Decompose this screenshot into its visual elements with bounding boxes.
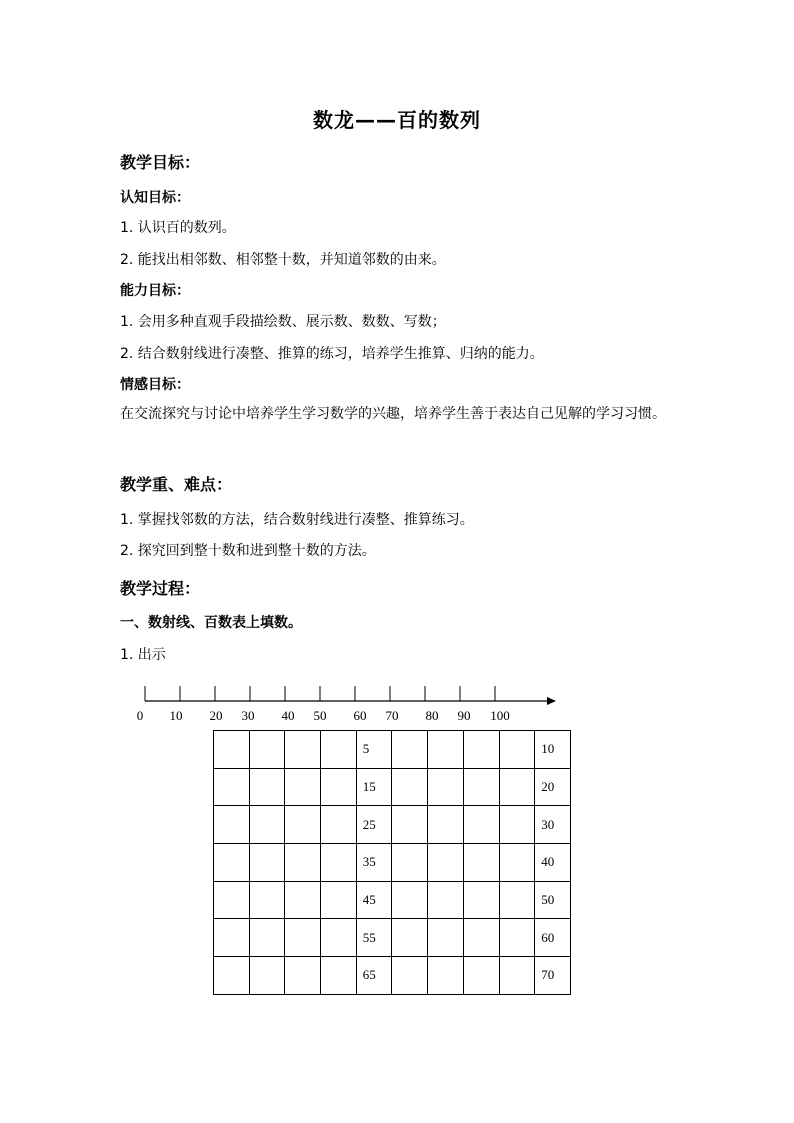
number-line-arrow-icon [547, 697, 556, 705]
number-line-tick-label: 60 [353, 708, 367, 723]
table-cell [214, 844, 250, 882]
table-cell [428, 957, 464, 995]
process-section-1: 一、数射线、百数表上填数。 [120, 615, 302, 631]
table-cell [214, 919, 250, 957]
table-cell [463, 881, 499, 919]
table-cell: 65 [356, 957, 392, 995]
number-line-tick-label: 90 [457, 708, 471, 723]
table-cell [285, 881, 321, 919]
key-points-heading: 教学重、难点： [120, 475, 233, 494]
table-cell [428, 881, 464, 919]
table-cell [285, 768, 321, 806]
table-cell [249, 731, 285, 769]
table-cell: 35 [356, 844, 392, 882]
table-cell [428, 806, 464, 844]
key-point-item-2: 2. 探究回到整十数和进到整十数的方法。 [120, 543, 376, 559]
ability-item-2: 2. 结合数射线进行凑整、推算的练习，培养学生推算、归纳的能力。 [120, 346, 544, 362]
table-cell [285, 919, 321, 957]
table-cell [463, 844, 499, 882]
number-line-tick-label: 40 [281, 708, 295, 723]
table-cell [463, 768, 499, 806]
table-cell [463, 919, 499, 957]
hundred-table [213, 730, 571, 995]
number-line-tick-label: 20 [209, 708, 223, 723]
table-cell [392, 919, 428, 957]
table-cell [392, 731, 428, 769]
number-line-tick-label: 30 [241, 708, 255, 723]
table-cell [499, 768, 535, 806]
table-cell [214, 731, 250, 769]
page-title: 数龙——百的数列 [313, 108, 481, 132]
table-cell [392, 957, 428, 995]
objectives-heading: 教学目标： [120, 153, 201, 172]
process-step-1: 1. 出示 [120, 647, 166, 663]
table-cell [499, 957, 535, 995]
table-cell [321, 957, 357, 995]
table-cell [321, 919, 357, 957]
cognitive-item-1: 1. 认识百的数列。 [120, 220, 236, 236]
table-cell [285, 844, 321, 882]
table-cell: 50 [535, 881, 571, 919]
emotion-heading: 情感目标： [120, 377, 190, 393]
table-cell: 15 [356, 768, 392, 806]
table-cell [249, 768, 285, 806]
table-cell [463, 731, 499, 769]
table-cell: 5 [356, 731, 392, 769]
table-cell [463, 957, 499, 995]
table-cell [499, 919, 535, 957]
table-cell: 40 [535, 844, 571, 882]
table-cell [392, 768, 428, 806]
table-cell [285, 731, 321, 769]
table-cell: 10 [535, 731, 571, 769]
table-cell: 70 [535, 957, 571, 995]
table-cell [249, 919, 285, 957]
number-line-tick-label: 70 [385, 708, 399, 723]
table-cell: 45 [356, 881, 392, 919]
table-cell [428, 919, 464, 957]
table-cell [321, 881, 357, 919]
table-row [214, 881, 571, 919]
key-point-item-1: 1. 掌握找邻数的方法，结合数射线进行凑整、推算练习。 [120, 512, 474, 528]
table-cell [499, 844, 535, 882]
emotion-text: 在交流探究与讨论中培养学生学习数学的兴趣，培养学生善于表达自己见解的学习习惯。 [120, 406, 666, 422]
table-cell [249, 881, 285, 919]
table-cell [428, 844, 464, 882]
process-heading: 教学过程： [120, 579, 201, 598]
table-row [214, 806, 571, 844]
table-cell: 30 [535, 806, 571, 844]
ability-heading: 能力目标： [120, 283, 190, 299]
table-cell: 25 [356, 806, 392, 844]
table-cell: 60 [535, 919, 571, 957]
table-cell [285, 806, 321, 844]
number-line-tick-label: 80 [425, 708, 439, 723]
table-row [214, 768, 571, 806]
table-cell [285, 957, 321, 995]
table-cell [214, 957, 250, 995]
table-cell [392, 844, 428, 882]
table-cell [249, 844, 285, 882]
table-cell [499, 881, 535, 919]
table-cell [428, 731, 464, 769]
number-line-tick-label: 50 [313, 708, 327, 723]
cognitive-item-2: 2. 能找出相邻数、相邻整十数，并知道邻数的由来。 [120, 252, 446, 268]
table-cell [463, 806, 499, 844]
table-cell [214, 806, 250, 844]
cognitive-heading: 认知目标： [120, 190, 190, 206]
table-row [214, 957, 571, 995]
ability-item-1: 1. 会用多种直观手段描绘数、展示数、数数、写数； [120, 314, 446, 330]
table-cell [214, 881, 250, 919]
table-row [214, 731, 571, 769]
table-cell [392, 806, 428, 844]
table-cell [321, 844, 357, 882]
number-line-tick-label: 100 [490, 708, 510, 723]
table-cell [499, 806, 535, 844]
table-cell [214, 768, 250, 806]
number-line-tick-label: 10 [169, 708, 183, 723]
table-cell [392, 881, 428, 919]
number-line-tick-label: 0 [136, 708, 144, 723]
table-row [214, 919, 571, 957]
table-cell: 55 [356, 919, 392, 957]
table-cell [321, 731, 357, 769]
table-cell [428, 768, 464, 806]
table-row [214, 844, 571, 882]
table-cell [499, 731, 535, 769]
table-cell [321, 768, 357, 806]
table-cell [321, 806, 357, 844]
table-cell [249, 806, 285, 844]
table-cell: 20 [535, 768, 571, 806]
table-cell [249, 957, 285, 995]
